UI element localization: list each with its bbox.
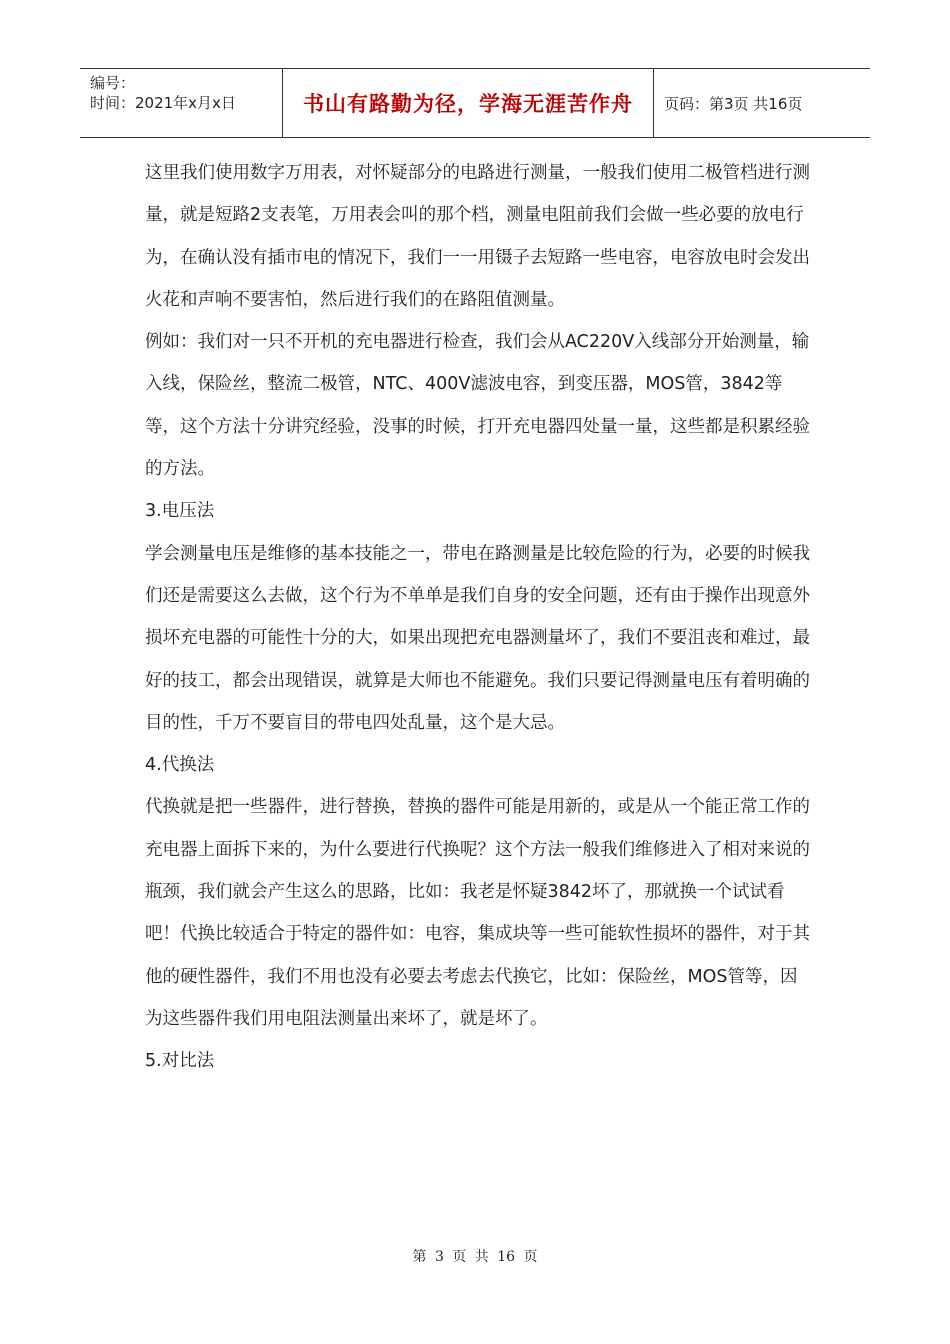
paragraph-example: 例如：我们对一只不开机的充电器进行检查，我们会从AC220V入线部分开始测量，输入线，保险丝，整流二极管，NTC、400V滤波电容，到变压器，MOS管，3842等等，这个方法十分讲究经验，没事的时候，打开充电器四处量一量，这些都是积累经验的方法。 [145,332,810,480]
heading-voltage-method: 3.电压法 [145,501,215,522]
heading-substitution-method: 4.代换法 [145,755,215,776]
header-motto: 书山有路勤为径，学海无涯苦作舟 [282,69,654,137]
paragraph-resistance-method: 这里我们使用数字万用表，对怀疑部分的电路进行测量，一般我们使用二极管档进行测量，就是短路2支表笔，万用表会叫的那个档，测量电阻前我们会做一些必要的放电行为，在确认没有插市电的情况下，我们一一用镊子去短路一些电容，电容放电时会发出火花和声响不要害怕，然后进行我们的在路阻值测量。 [145,163,810,310]
page-header [80,68,870,138]
heading-comparison-method: 5.对比法 [145,1051,215,1072]
header-page-info: 页码：第3页 共16页 [664,94,803,113]
paragraph-voltage-method: 学会测量电压是维修的基本技能之一，带电在路测量是比较危险的行为，必要的时候我们还是需要这么去做，这个行为不单单是我们自身的安全问题，还有由于操作出现意外损坏充电器的可能性十分的大，如果出现把充电器测量坏了，我们不要沮丧和难过，最好的技工，都会出现错误，就算是大师也不能避免。我们只要记得测量电压有着明确的目的性，千万不要盲目的带电四处乱量，这个是大忌。 [145,543,810,733]
page-footer: 第 3 页 共 16 页 [412,1249,538,1265]
paragraph-substitution-method: 代换就是把一些器件，进行替换，替换的器件可能是用新的，或是从一个能正常工作的充电器上面拆下来的，为什么要进行代换呢？这个方法一般我们维修进入了相对来说的瓶颈，我们就会产生这么的思路，比如：我老是怀疑3842坏了，那就换一个试试看吧！代换比较适合于特定的器件如：电容，集成块等一些可能软性损坏的器件，对于其他的硬性器件，我们不用也没有必要去考虑去代换它，比如：保险丝，MOS管等，因为这些器件我们用电阻法测量出来坏了，就是坏了。 [145,797,810,1029]
document-number: 编号： [90,74,136,92]
document-date: 时间：2021年x月x日 [90,94,236,112]
header-meta [80,69,282,137]
document-body [145,152,810,1083]
